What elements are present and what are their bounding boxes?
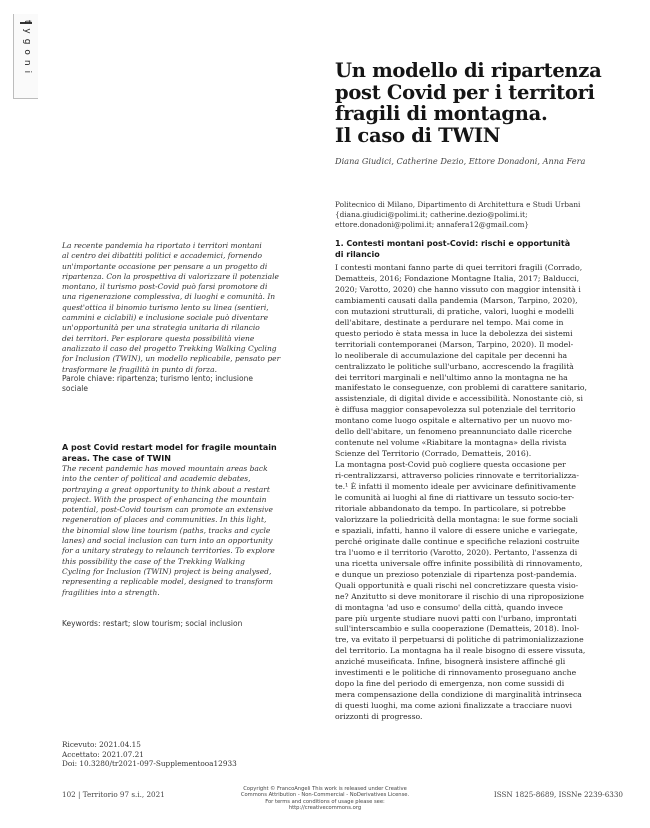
text-line: pare più urgente studiare nuovi patti con l'urbano, improntati: [335, 613, 577, 623]
text-line: montano, il turismo post-Covid può farsi promotore di: [62, 282, 268, 292]
text-line: Dematteis, 2016; Fondazione Montagne Italia, 2017; Balducci,: [335, 273, 580, 283]
text-line: investimenti e le politiche di rinnovamento proseguano anche: [335, 668, 577, 678]
issn: ISSN 1825-8689, ISSNe 2239-6330: [493, 790, 623, 799]
text-line: dello dell'abitare, un fenomeno preannunciato dalle ricerche: [335, 427, 572, 437]
article-title: [335, 60, 625, 146]
text-line: te.¹ È infatti il momento ideale per avvicinare definitivamente: [335, 482, 576, 492]
text-line: 2020; Varotto, 2020) che hanno vissuto con maggior intensità i: [335, 284, 581, 294]
text-line: Scienze del Territorio (Corrado, Dematteis, 2016).: [335, 449, 532, 459]
text-line: cammini e ciclabili) e inclusione sociale può diventare: [62, 313, 269, 323]
text-line: con mutazioni strutturali, di pratiche, valori, luoghi e modelli: [335, 306, 574, 316]
text-line: analizzato il caso del progetto Trekking Walking Cycling: [62, 343, 277, 353]
text-line: anziché museificata. Infine, bisognerà insistere affinché gli: [335, 657, 566, 667]
title-line: post Covid per i territori: [335, 80, 595, 104]
copyright-line: Commons Attribution - Non-Commercial - NoDerivatives License.: [240, 792, 410, 799]
text-line: tre, va evitato il perpetuarsi di politiche di patrimonializzazione: [335, 635, 584, 645]
text-line: trasformare le fragilità in punto di forza.: [62, 364, 217, 374]
text-line: into the center of political and academic debates,: [62, 474, 251, 484]
text-line: tra l'uomo e il territorio (Varotto, 2020). Pertanto, l'assenza di: [335, 547, 578, 557]
doi[interactable]: Doi: 10.3280/tr2021-097-Supplementooa12933: [62, 759, 237, 769]
copyright-link[interactable]: http://creativecommons.org: [288, 804, 362, 811]
page-footer-left: 102 | Territorio 97 s.i., 2021: [62, 790, 165, 799]
text-line: una ricetta universale offre infinite possibilità di rinnovamento,: [335, 558, 583, 568]
section-body: [335, 263, 623, 723]
text-line: un'opportunità per una strategia unitaria di rilancio: [62, 323, 260, 333]
keywords-line: Parole chiave: ripartenza; turismo lento; inclusione: [62, 374, 253, 383]
abstract-english: [62, 464, 306, 598]
text-line: Cycling for Inclusion (TWIN) project is being analysed,: [62, 566, 272, 576]
text-line: quest'ottica il binomio turismo lento su linea (sentieri,: [62, 302, 269, 312]
text-line: valorizzare la poliedricità della montagna: le sue forme sociali: [335, 514, 578, 524]
title-line: A post Covid restart model for fragile mountain: [62, 443, 277, 452]
section-heading: [335, 239, 623, 260]
text-line: le comunità ai luoghi al fine di riattivare un tessuto socio-ter-: [335, 493, 575, 503]
text-line: representing a replicable model, designed to transform: [62, 577, 273, 587]
keywords-line: sociale: [62, 384, 88, 394]
text-line: dei territori. Per esplorare questa possibilità viene: [62, 333, 255, 343]
text-line: for a unitary strategy to relaunch territories. To explore: [62, 546, 275, 556]
copyright-line: Copyright © FrancoAngeli This work is released under Creative: [243, 786, 407, 792]
text-line: assistenziale, di digital divide e accessibilità. Nonostante ciò, si: [335, 394, 583, 404]
text-line: territoriali contemporanei (Marson, Tarpino, 2020). Il model-: [335, 339, 574, 349]
text-line: ne? Anzitutto si deve monitorare il rischio di una riproposizione: [335, 591, 584, 601]
text-line: di questi luoghi, ma come azioni finalizzate a tracciare nuovi: [335, 701, 572, 711]
abstract-italian: [62, 241, 306, 375]
text-line: montano come luogo ospitale e alternativo per un nuovo mo-: [335, 416, 573, 426]
text-line: The recent pandemic has moved mountain areas back: [62, 464, 268, 473]
text-line: ri-centralizzarsi, attraverso policies rinnovate e territorializza-: [335, 471, 579, 481]
article-dates: [62, 740, 312, 769]
text-line: e spaziali, infatti, hanno il valore di essere uniche e variegate,: [335, 525, 578, 535]
text-line: è diffusa maggior consapevolezza sul potenziale del territorio: [335, 405, 576, 415]
affiliation-emails: {diana.giudici@polimi.it; catherine.dezio@polimi.it;: [335, 210, 528, 219]
text-line: project. With the prospect of enhancing the mountain: [62, 494, 267, 504]
text-line: the binomial slow line tourism (paths, tracks and cycle: [62, 525, 271, 535]
text-line: dei territori marginali e nell'ultimo anno la montagna ne ha: [335, 372, 568, 382]
title-line: areas. The case of TWIN: [62, 453, 171, 463]
text-line: Quali opportunità e quali rischi nel concretizzare questa visio-: [335, 580, 579, 590]
abstract-english-title: [62, 443, 306, 464]
text-line: regeneration of places and communities. In this light,: [62, 515, 267, 525]
text-line: La montagna post-Covid può cogliere questa occasione per: [335, 460, 566, 470]
text-line: orizzonti di progresso.: [335, 712, 423, 722]
text-line: di montagna 'ad uso e consumo' della città, quando invece: [335, 602, 563, 612]
keywords-english: Keywords: restart; slow tourism; social inclusion: [62, 619, 243, 628]
copyright-notice: [230, 786, 420, 811]
affiliation-emails: ettore.donadoni@polimi.it; annafera12@gmail.com}: [335, 220, 530, 229]
text-line: sull'interscambio e sulla cooperazione (Dematteis, 2018). Inol-: [335, 624, 580, 634]
text-line: una rigenerazione complessiva, di luoghi e comunità. In: [62, 292, 276, 302]
text-line: ritoriale abbandonato da tempo. In particolare, si potrebbe: [335, 503, 566, 513]
keywords-italian: [62, 374, 306, 395]
text-line: for Inclusion (TWIN), un modello replicabile, pensato per: [62, 354, 281, 364]
heading-line: 1. Contesti montani post-Covid: rischi e opportunità: [335, 239, 571, 248]
received-date: Ricevuto: 2021.04.15: [62, 740, 141, 749]
text-line: lo neoliberale di accumulazione del capitale per decenni ha: [335, 350, 568, 360]
text-line: perché originate dalle continue e specifiche relazioni costruite: [335, 536, 580, 546]
text-line: lanes) and social inclusion can turn into an opportunity: [62, 536, 273, 546]
journal-brand: tygoni: [22, 19, 32, 79]
text-line: un'importante occasione per pensare a un progetto di: [62, 261, 268, 271]
text-line: cambiamenti causati dalla pandemia (Marson, Tarpino, 2020),: [335, 295, 578, 305]
text-line: potential, post-Covid tourism can promote an extensive: [62, 505, 273, 515]
title-line: fragili di montagna.: [335, 102, 548, 125]
text-line: this possibility the case of the Trekking Walking: [62, 556, 245, 566]
text-line: dopo la fine del periodo di emergenza, non come sussidi di: [335, 679, 565, 689]
text-line: centralizzato le politiche sull'urbano, accrescendo la fragilità: [335, 361, 574, 371]
text-line: I contesti montani fanno parte di quei territori fragili (Corrado,: [335, 263, 583, 272]
text-line: manifestato le conseguenze, con problemi di carattere sanitario,: [335, 383, 588, 393]
text-line: questo periodo è stata messa in luce la debolezza dei sistemi: [335, 328, 573, 338]
article-authors: Diana Giudici, Catherine Dezio, Ettore Donadoni, Anna Fera: [335, 156, 586, 166]
heading-line: di rilancio: [335, 249, 380, 259]
text-line: contenute nel volume «Riabitare la montagna» della rivista: [335, 438, 567, 448]
text-line: dell'abitare, destinate a perdurare nel tempo. Mai come in: [335, 317, 564, 327]
accepted-date: Accettato: 2021.07.21: [62, 749, 144, 759]
journal-side-tab: [13, 14, 38, 99]
text-line: portraying a great opportunity to think about a restart: [62, 484, 270, 494]
affiliation-line: Politecnico di Milano, Dipartimento di Architettura e Studi Urbani: [335, 200, 581, 209]
text-line: e dunque un prezioso potenziale di ripartenza post-pandemia.: [335, 569, 577, 579]
author-affiliation: [335, 200, 625, 230]
text-line: al centro dei dibattiti politici e accademici, fornendo: [62, 251, 263, 261]
text-line: del territorio. La montagna ha il reale bisogno di essere vissuta,: [335, 646, 586, 656]
title-line: Il caso di TWIN: [335, 123, 501, 147]
text-line: mera compensazione della condizione di marginalità intrinseca: [335, 690, 582, 700]
text-line: La recente pandemia ha riportato i territori montani: [62, 241, 262, 250]
text-line: ripartenza. Con la prospettiva di valorizzare il potenziale: [62, 271, 279, 281]
text-line: fragilities into a strength.: [62, 587, 160, 597]
title-line: Un modello di ripartenza: [335, 59, 602, 82]
copyright-line: For terms and conditions of usage please see:: [265, 798, 385, 805]
